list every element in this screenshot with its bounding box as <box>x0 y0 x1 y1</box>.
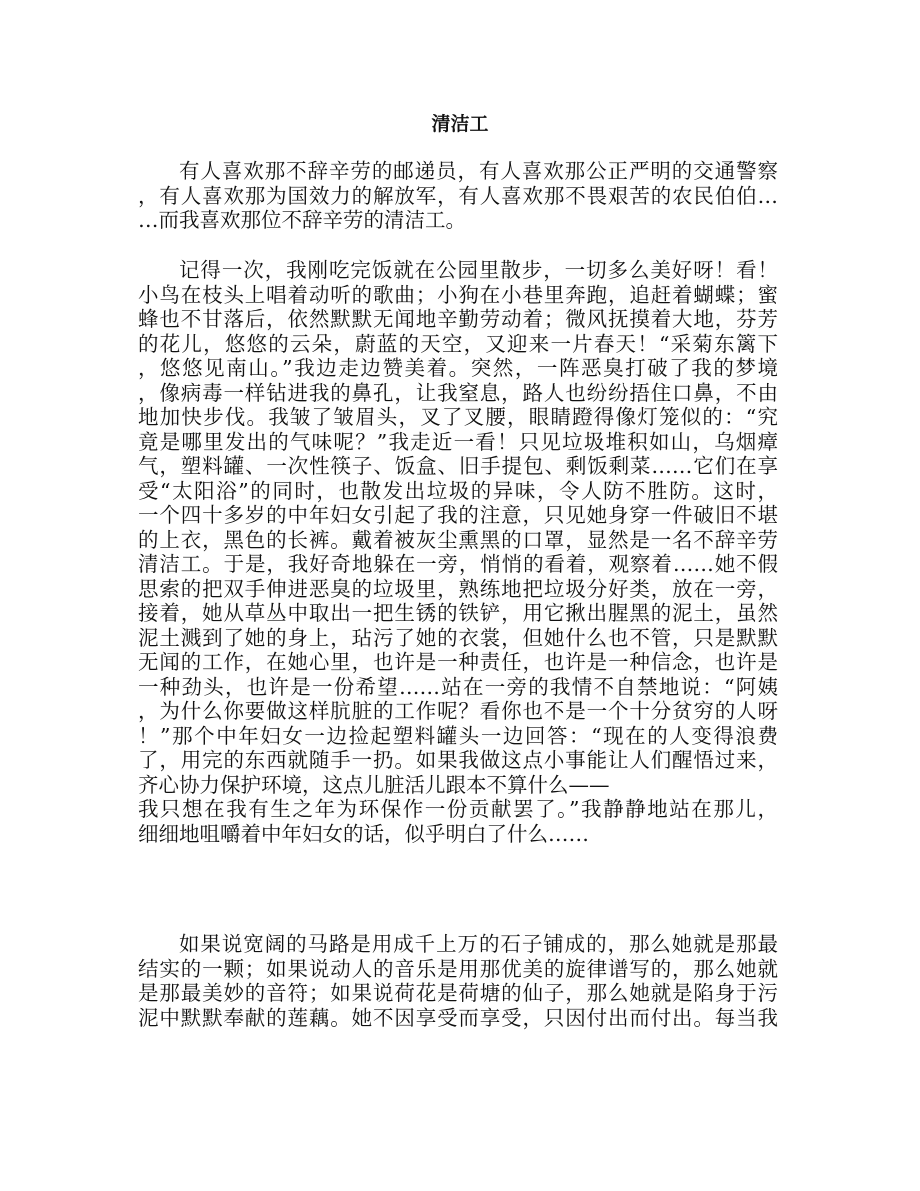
paragraph-line: 接着，她从草丛中取出一把生锈的铁铲，用它揪出腥黑的泥土，虽然 <box>138 601 778 625</box>
paragraph-line: 泥中默默奉献的莲藕。她不因享受而享受，只因付出而付出。每当我 <box>138 1005 778 1030</box>
paragraph-line: 如果说宽阔的马路是用成千上万的石子铺成的，那么她就是那最 <box>179 932 778 956</box>
paragraph-line: 受“太阳浴”的同时，也散发出垃圾的异味，令人防不胜防。这时， <box>138 478 778 503</box>
paragraph-3 <box>138 932 778 1030</box>
paragraph-line: ！”那个中年妇女一边捡起塑料罐头一边回答：“现在的人变得浪费 <box>138 723 778 748</box>
paragraph-line: ，像病毒一样钻进我的鼻孔，让我窒息，路人也纷纷捂住口鼻，不由 <box>138 380 778 405</box>
paragraph-line: 气，塑料罐、一次性筷子、饭盒、旧手提包、剩饭剩菜……它们在享 <box>138 454 778 478</box>
paragraph-line: 是那最美妙的音符；如果说荷花是荷塘的仙子，那么她就是陷身于污 <box>138 981 778 1005</box>
paragraph-line: 记得一次，我刚吃完饭就在公园里散步，一切多么美好呀！看！ <box>179 258 778 282</box>
paragraph-line: 了，用完的东西就随手一扔。如果我做这点小事能让人们醒悟过来， <box>138 748 778 772</box>
paragraph-line: 泥土溅到了她的身上，玷污了她的衣裳，但她什么也不管，只是默默 <box>138 625 778 650</box>
paragraph-line: 竟是哪里发出的气味呢？”我走近一看！只见垃圾堆积如山，乌烟瘴 <box>138 429 778 454</box>
paragraph-line: 地加快步伐。我皱了皱眉头，叉了叉腰，眼睛蹬得像灯笼似的：“究 <box>138 405 778 429</box>
paragraph-line: 一个四十多岁的中年妇女引起了我的注意，只见她身穿一件破旧不堪 <box>138 503 778 527</box>
paragraph-line: 蜂也不甘落后，依然默默无闻地辛勤劳动着；微风抚摸着大地，芬芳 <box>138 307 778 331</box>
paragraph-line: 一种劲头，也许是一份希望……站在一旁的我情不自禁地说：“阿姨 <box>138 674 778 699</box>
paragraph-line: 我只想在我有生之年为环保作一份贡献罢了。”我静静地站在那儿， <box>138 797 778 821</box>
paragraph-line: 的上衣，黑色的长裤。戴着被灰尘熏黑的口罩，显然是一名不辞辛劳 <box>138 527 778 552</box>
paragraph-line: ，有人喜欢那为国效力的解放军，有人喜欢那不畏艰苦的农民伯伯… <box>138 183 778 208</box>
paragraph-line: 结实的一颗；如果说动人的音乐是用那优美的旋律谱写的，那么她就 <box>138 956 778 981</box>
paragraph-line: 小鸟在枝头上唱着动听的歌曲；小狗在小巷里奔跑，追赶着蝴蝶；蜜 <box>138 282 778 307</box>
paragraph-line: 清洁工。于是，我好奇地躲在一旁，悄悄的看着，观察着……她不假 <box>138 552 778 576</box>
paragraph-line: 有人喜欢那不辞辛劳的邮递员，有人喜欢那公正严明的交通警察 <box>179 159 778 183</box>
paragraph-line: 思索的把双手伸进恶臭的垃圾里，熟练地把垃圾分好类，放在一旁， <box>138 576 778 601</box>
document-title: 清洁工 <box>431 113 489 135</box>
paragraph-line: 无闻的工作，在她心里，也许是一种责任，也许是一种信念，也许是 <box>138 650 778 674</box>
paragraph-line: 的花儿，悠悠的云朵，蔚蓝的天空，又迎来一片春天！“采菊东篱下 <box>138 331 778 356</box>
paragraph-line: 细细地咀嚼着中年妇女的话，似乎明白了什么…… <box>138 821 589 846</box>
paragraph-1 <box>138 159 778 233</box>
paragraph-line: 齐心协力保护环境，这点儿脏活儿跟本不算什么—— <box>138 772 610 797</box>
paragraph-2 <box>138 258 778 846</box>
paragraph-line: ，为什么你要做这样肮脏的工作呢？看你也不是一个十分贫穷的人呀 <box>138 699 778 723</box>
paragraph-line: …而我喜欢那位不辞辛劳的清洁工。 <box>138 208 466 232</box>
paragraph-line: ，悠悠见南山。”我边走边赞美着。突然，一阵恶臭打破了我的梦境 <box>138 356 778 380</box>
